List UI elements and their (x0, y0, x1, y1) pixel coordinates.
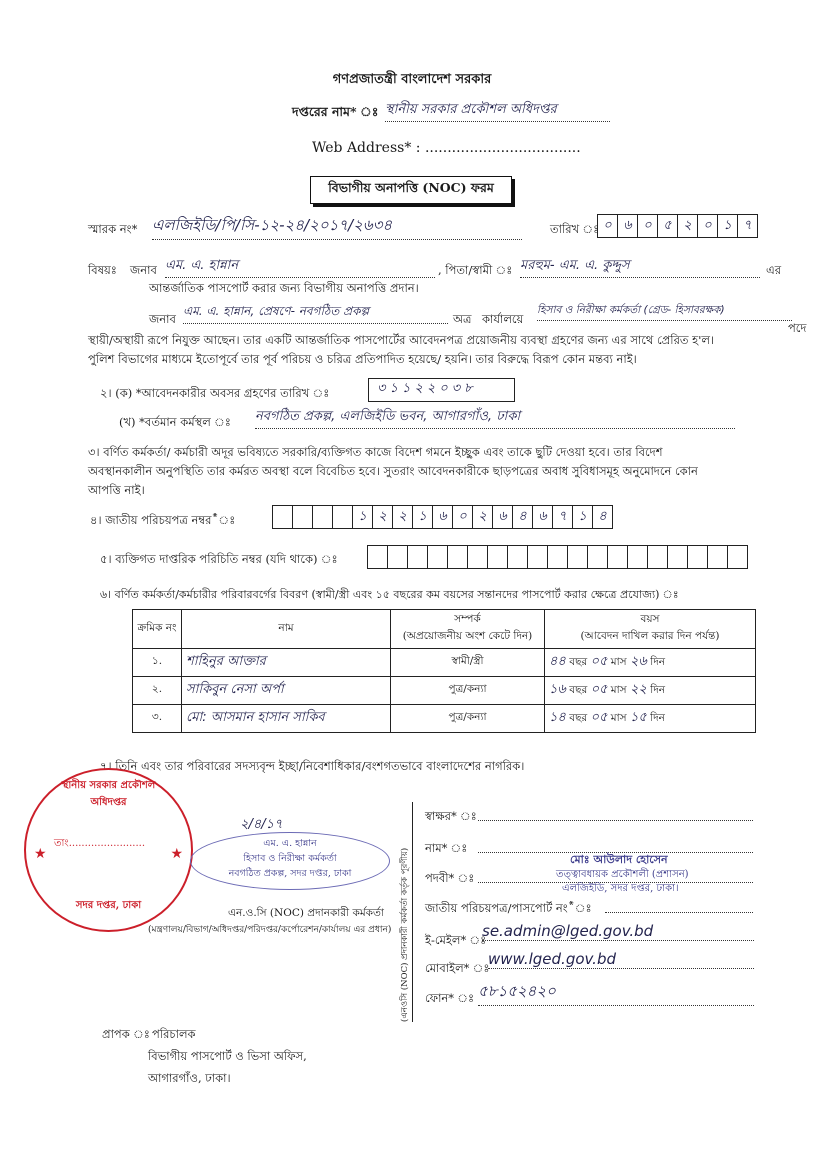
row-age (545, 649, 756, 677)
officer-stamp (190, 832, 390, 890)
nid-digit: ৬ (432, 505, 453, 529)
form-title: বিভাগীয় অনাপত্তি (NOC) ফরম (310, 176, 512, 204)
date-digit: ০ (637, 214, 658, 238)
row-age (545, 677, 756, 705)
office-id-digit (467, 545, 488, 569)
post-label: পদবী* ঃ (425, 871, 475, 885)
nid-digit (312, 505, 333, 529)
date-digit: ৬ (617, 214, 638, 238)
nid-digit: ১ (352, 505, 373, 529)
office-id-digit (687, 545, 708, 569)
age-year: ১৬ (549, 682, 566, 697)
office-id-digit (447, 545, 468, 569)
nid-passport-line (605, 912, 753, 913)
office-id-boxes (367, 545, 747, 569)
subject-line2: আন্তর্জাতিক পাসপোর্ট করার জন্য বিভাগীয় অনাপত্তি প্রদান। (149, 281, 419, 295)
nid-digit: ৬ (532, 505, 553, 529)
office-id-digit (507, 545, 528, 569)
office-id-digit (627, 545, 648, 569)
seal-star-icon: ★ (34, 846, 47, 862)
name-label: নাম* ঃ (425, 841, 468, 855)
row-age (545, 705, 756, 733)
citizenship-line: ৭। তিনি এবং তার পরিবারের সদস্যবৃন্দ ইচ্ছা/নিবেশাধিকার/বংশগতভাবে বাংলাদেশের নাগরিক। (100, 759, 525, 773)
table-row (133, 649, 756, 677)
col-sl: ক্রমিক নং (133, 610, 182, 649)
office-id-digit (387, 545, 408, 569)
officer-stamp-post: হিসাব ও নিরীক্ষা কর্মকর্তা (243, 853, 337, 864)
row-name: সাকিবুন নেসা অর্পা (182, 677, 391, 705)
nid-digit: ৪ (592, 505, 613, 529)
col-relation-sub: (অপ্রয়োজনীয় অংশ কেটে দিন) (402, 630, 533, 642)
memo-value: এলজিইডি/পি/সি-১২-২৪/২০১৭/২৬৩৪ (152, 214, 522, 240)
officer-office-stamp: এলজিইডি, সদর দপ্তর, ঢাকা। (562, 883, 679, 894)
officer-post-stamp: তত্ত্বাবধায়ক প্রকৌশলী (প্রশাসন) (556, 869, 689, 880)
date-digit: ৭ (737, 214, 758, 238)
para1-post: হিসাব ও নিরীক্ষা কর্মকর্তা (গ্রেড- হিসাবরক্ষক) (537, 303, 792, 321)
year-label: বছর (569, 656, 588, 668)
office-id-digit (707, 545, 728, 569)
month-label: মাস (610, 656, 627, 668)
month-label: মাস (610, 712, 627, 724)
row-sl: ১. (133, 649, 182, 677)
noc-vertical-note: (এনওসি (NOC) প্রদানকারী কর্মকর্তা কর্তৃক পূরণীয়) (398, 802, 413, 1022)
retire-label: ২। (ক) *আবেদনকারীর অবসর গ্রহণের তারিখ ঃ (100, 386, 330, 400)
age-day: ২৬ (629, 654, 647, 669)
seal-date: তাং........................ (54, 838, 145, 849)
web-address: Web Address* : ................................... (312, 140, 581, 156)
office-id-digit (547, 545, 568, 569)
office-id-digit (407, 545, 428, 569)
date-label: তারিখ ঃ (550, 222, 600, 236)
office-id-digit (487, 545, 508, 569)
nid-digit (292, 505, 313, 529)
father-label: , পিতা/স্বামী ঃ (438, 263, 513, 277)
officer-stamp-name: এম. এ. হান্নান (263, 838, 317, 849)
day-label: দিন (650, 684, 665, 696)
office-id-digit (427, 545, 448, 569)
subject-name: এম. এ. হান্নান (165, 256, 435, 278)
date-digit: ৫ (657, 214, 678, 238)
recipient-line1: পরিচালক (152, 1027, 196, 1041)
family-label: ৬। বর্ণিত কর্মকর্তা/কর্মচারীর পরিবারবর্গের বিবরণ (স্বামী/স্ত্রী এবং ১৫ বছরের কম বয়সের সন্তানদের পাসপোর্ট করার ক্ষেত্রে প্রযোজ্য) ঃ (100, 588, 679, 601)
year-label: বছর (569, 712, 588, 724)
noc-officer-title: এন.ও.সি (NOC) প্রদানকারী কর্মকর্তা (228, 907, 384, 919)
seal-star-icon: ★ (170, 846, 183, 862)
email-value: se.admin@lged.gov.bd (482, 922, 754, 941)
day-label: দিন (650, 656, 665, 668)
office-id-digit (727, 545, 748, 569)
nid-label: ৪। জাতীয় পরিচয়পত্র নম্বর*ঃ (90, 513, 236, 527)
memo-label: স্মারক নং* (88, 222, 138, 236)
retire-value: ৩১১২২০৩৮ (377, 381, 477, 396)
age-year: ১৪ (549, 710, 566, 725)
para1-line3: পুলিশ বিভাগের মাধ্যমে ইতোপূর্বে তার পূর্ব পরিচয় ও চরিত্র প্রতিপাদিত হয়েছে/ হয়নি। তার বিরুদ্ধে বিরূপ কোন মন্তব্য নাই। (88, 352, 637, 366)
retire-box (368, 378, 515, 402)
govt-title: গণপ্রজাতন্ত্রী বাংলাদেশ সরকার (332, 72, 492, 87)
date-boxes (597, 214, 757, 238)
row-relation: স্বামী/স্ত্রী (391, 649, 545, 677)
sign-line (478, 820, 753, 821)
month-label: মাস (610, 684, 627, 696)
para1-line2: স্থায়ী/অস্থায়ী রূপে নিযুক্ত আছেন। তার একটি আন্তর্জাতিক পাসপোর্টের আবেদনপত্র প্রয়োজনীয় ব্যবস্থা গ্রহণের জন্য এর সাথে প্রেরিত হ'ল। (88, 333, 715, 347)
table-row (133, 705, 756, 733)
phone-label: ফোন* ঃ (425, 991, 475, 1005)
recipient-label: প্রাপক ঃ (102, 1027, 150, 1041)
office-id-digit (567, 545, 588, 569)
year-label: বছর (569, 684, 588, 696)
recipient-line3: আগারগাঁও, ঢাকা। (148, 1071, 231, 1085)
row-sl: ৩. (133, 705, 182, 733)
sign-label: স্বাক্ষর* ঃ (425, 809, 477, 823)
seal-top-text: স্থানীয় সরকার প্রকৌশল অধিদপ্তর (61, 780, 156, 808)
para1-otro: অত্র (453, 312, 472, 326)
office-value: স্থানীয় সরকার প্রকৌশল অধিদপ্তর (385, 100, 610, 122)
office-id-digit (527, 545, 548, 569)
table-row (133, 677, 756, 705)
office-label: দপ্তরের নাম* ঃ (292, 104, 379, 119)
left-sign-date: ২/৪/১৭ (240, 817, 283, 832)
item3-line1: ৩। বর্ণিত কর্মকর্তা/ কর্মচারী অদূর ভবিষ্যতে সরকারি/ব্যক্তিগত কাজে বিদেশ গমনে ইচ্ছুক এবং তাকে ছুটি দেওয়া হবে। তার বিদেশ (88, 445, 663, 459)
office-id-digit (587, 545, 608, 569)
date-digit: ২ (677, 214, 698, 238)
nid-digit (272, 505, 293, 529)
item3-line2: অবস্থানকালীন অনুপস্থিতি তার কর্মরত অবস্থা বলে বিবেচিত হবে। সুতরাং আবেদনকারীকে ছাড়পত্রের অবাধ সুবিধাসমূহ অনুমোদনে কোন (88, 464, 698, 478)
email-label: ই-মেইল* ঃ (425, 933, 487, 947)
nid-passport-label: জাতীয় পরিচয়পত্র/পাসপোর্ট নং*ঃ (425, 901, 592, 915)
col-age-title: বয়স (640, 613, 660, 625)
subject-label: বিষয়ঃ (88, 263, 117, 277)
date-digit: ১ (717, 214, 738, 238)
age-month: ০৫ (590, 654, 608, 669)
father-value: মরহুম- এম. এ. কুদ্দুস (520, 256, 760, 278)
officer-name-stamp: মোঃ আউলাদ হোসেন (570, 853, 668, 866)
row-relation: পুত্র/কন্যা (391, 705, 545, 733)
row-name: মো: আসমান হাসান সাকিব (182, 705, 391, 733)
officer-stamp-office: নবগঠিত প্রকল্প, সদর দপ্তর, ঢাকা (228, 868, 352, 879)
subject-janab: জনাব (130, 263, 157, 277)
subject-er: এর (766, 263, 782, 277)
col-name: নাম (182, 610, 391, 649)
noc-officer-subtitle: (মন্ত্রণালয়/বিভাগ/অধিদপ্তর/পরিদপ্তর/কর্পোরেশন/কার্যালয় এর প্রধান) (148, 925, 392, 935)
workplace-value: নবগঠিত প্রকল্প, এলজিইডি ভবন, আগারগাঁও, ঢাকা (255, 407, 735, 429)
workplace-label: (খ) *বর্তমান কর্মস্থল ঃ (119, 415, 231, 429)
para1-pode: পদে (788, 321, 807, 335)
para1-janab: জনাব (149, 312, 176, 326)
row-relation: পুত্র/কন্যা (391, 677, 545, 705)
office-id-label: ৫। ব্যক্তিগত দাপ্তরিক পরিচিতি নম্বর (যদি থাকে) ঃ (100, 552, 338, 566)
col-relation (391, 610, 545, 649)
office-id-digit (667, 545, 688, 569)
nid-digit: ০ (452, 505, 473, 529)
date-digit: ০ (697, 214, 718, 238)
age-month: ০৫ (590, 682, 608, 697)
item3-line3: আপত্তি নাই। (88, 483, 145, 497)
family-table (132, 609, 756, 733)
nid-digit: ২ (372, 505, 393, 529)
nid-boxes (272, 505, 612, 529)
office-id-digit (367, 545, 388, 569)
nid-digit (332, 505, 353, 529)
age-year: ৪৪ (549, 654, 566, 669)
row-sl: ২. (133, 677, 182, 705)
para1-office: কার্যালয়ে (482, 312, 524, 326)
seal-bottom-text: সদর দপ্তর, ঢাকা (75, 900, 142, 911)
age-day: ১৫ (629, 710, 647, 725)
age-day: ২২ (629, 682, 647, 697)
mobile-label: মোবাইল* ঃ (425, 961, 490, 975)
nid-digit: ৪ (512, 505, 533, 529)
day-label: দিন (650, 712, 665, 724)
nid-digit: ৭ (552, 505, 573, 529)
recipient-line2: বিভাগীয় পাসপোর্ট ও ভিসা অফিস, (148, 1049, 307, 1063)
row-name: শাহিনুর আক্তার (182, 649, 391, 677)
nid-digit: ২ (472, 505, 493, 529)
office-seal (24, 768, 193, 932)
office-id-digit (647, 545, 668, 569)
nid-digit: ৬ (492, 505, 513, 529)
date-digit: ০ (597, 214, 618, 238)
age-month: ০৫ (590, 710, 608, 725)
col-relation-title: সম্পর্ক (454, 613, 481, 625)
nid-digit: ২ (392, 505, 413, 529)
para1-name: এম. এ. হান্নান, প্রেষণে- নবগঠিত প্রকল্প (183, 303, 448, 324)
phone-value: ৫৮১৫২৪২০ (478, 980, 754, 1006)
nid-digit: ১ (412, 505, 433, 529)
mobile-value: www.lged.gov.bd (488, 950, 754, 969)
col-age-sub: (আবেদন দাখিল করার দিন পর্যন্ত) (580, 630, 720, 642)
office-id-digit (607, 545, 628, 569)
nid-digit: ১ (572, 505, 593, 529)
col-age (545, 610, 756, 649)
